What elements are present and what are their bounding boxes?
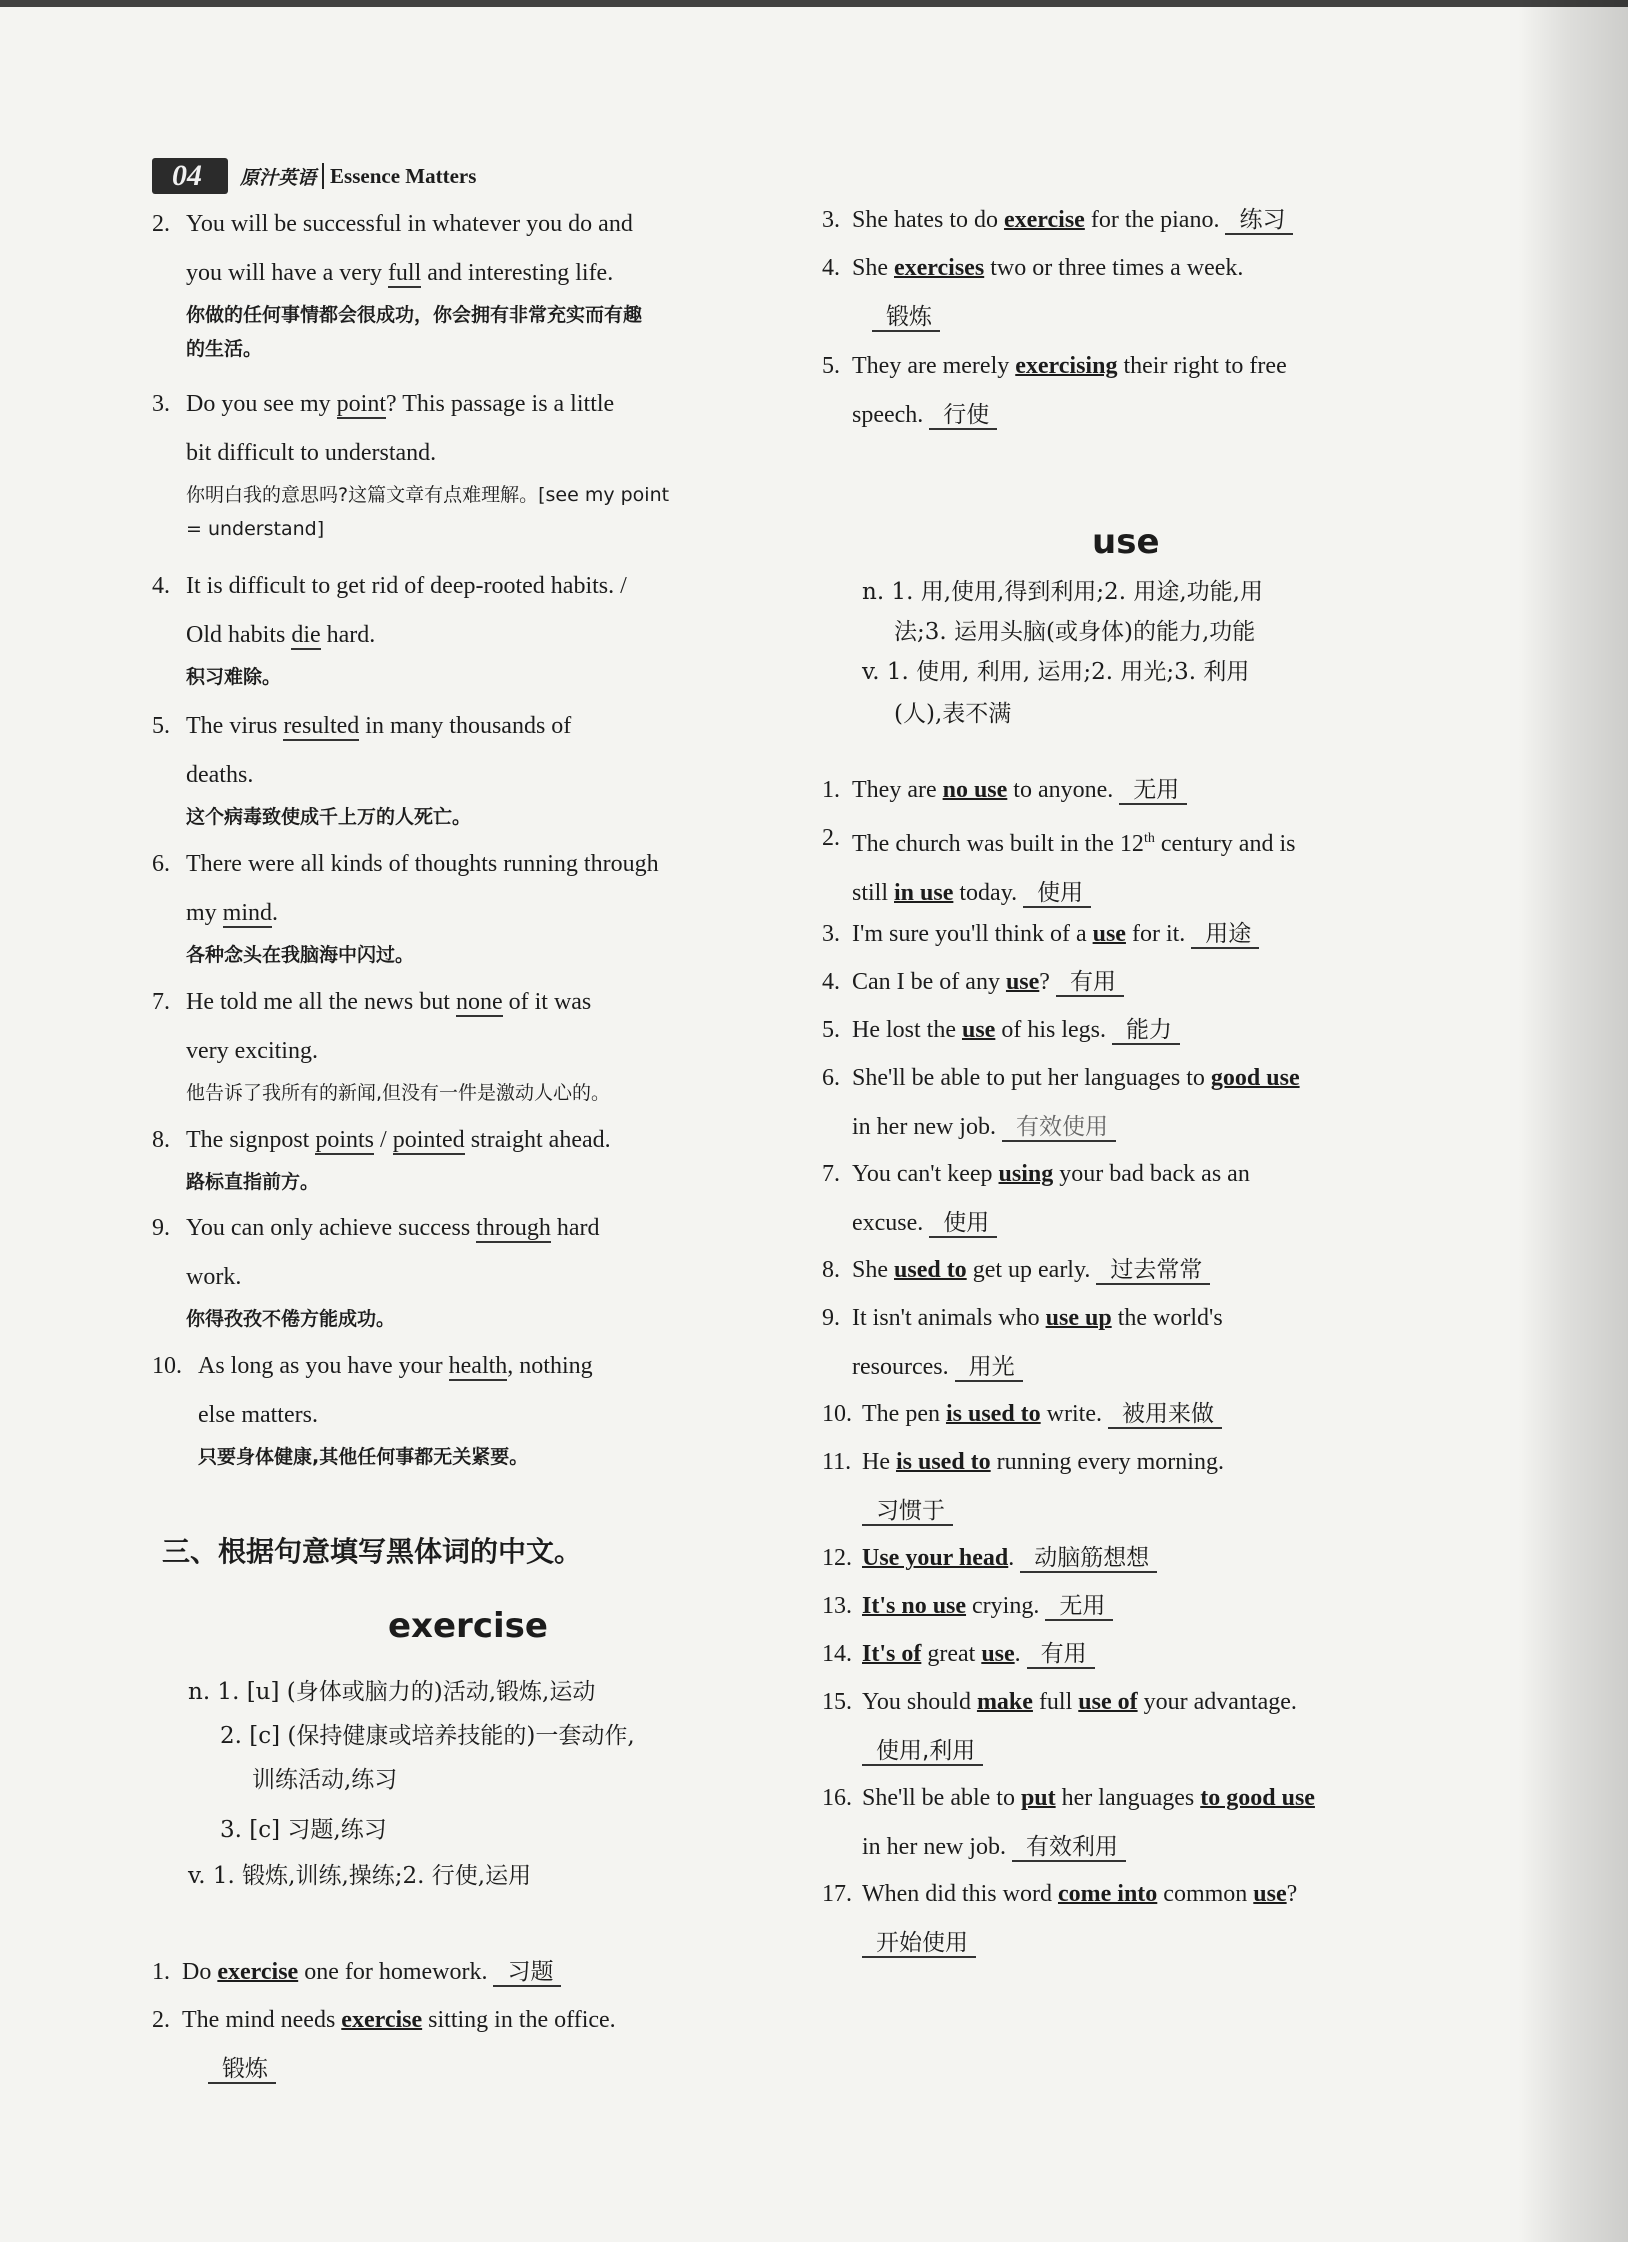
scan-binding-shadow — [1518, 0, 1628, 2242]
answer-gloss: 有用 — [1056, 969, 1124, 997]
key-term: use — [981, 1641, 1015, 1667]
sentence-item: 8. The signpost points / pointed straight ahead. 路标直指前方。 — [152, 1127, 611, 1193]
answer-gloss: 用光 — [955, 1354, 1023, 1382]
definition-line: (人),表不满 — [894, 701, 1012, 727]
exercise-item: 4. She exercises two or three times a week. 锻炼 — [822, 255, 1244, 330]
key-term: use up — [1045, 1305, 1112, 1331]
book-title-cn: 原汁英语 — [240, 167, 317, 189]
exercise-item: 5. He lost the use of his legs. 能力 — [822, 1006, 1462, 1055]
exercise-item: 5. They are merely exercising their right to free speech. 行使 — [822, 353, 1287, 428]
key-term: Use your head — [862, 1545, 1009, 1571]
answer-gloss: 开始使用 — [862, 1930, 976, 1958]
exercise-item: 17. When did this word come into common use? 开始使用 — [822, 1881, 1298, 1956]
answer-gloss: 能力 — [1112, 1017, 1180, 1045]
headword-use: use — [1092, 522, 1160, 562]
header-divider — [322, 163, 324, 189]
answer-blank: resulted — [283, 713, 360, 739]
exercise-item: 4. Can I be of any use? 有用 — [822, 958, 1462, 1007]
scan-top-edge — [0, 0, 1628, 7]
answer-gloss: 使用,利用 — [862, 1738, 983, 1766]
key-term: used to — [894, 1257, 967, 1283]
answer-blank: die — [291, 622, 321, 648]
answer-gloss: 被用来做 — [1108, 1401, 1222, 1429]
sentence-item: 7. He told me all the news but none of it was very exciting. 他告诉了我所有的新闻,但没有一件是激动人心的。 — [152, 989, 611, 1104]
answer-gloss: 使用 — [929, 1210, 997, 1238]
key-term: It's no use — [862, 1593, 967, 1619]
exercise-item: 8. She used to get up early. 过去常常 — [822, 1246, 1462, 1295]
exercise-item: 12. Use your head. 动脑筋想想 — [822, 1534, 1462, 1583]
exercise-item: 3. She hates to do exercise for the piano. 练习 — [822, 196, 1462, 245]
exercise-item: 6. She'll be able to put her languages to good use in her new job. 有效使用 — [822, 1065, 1300, 1140]
headword-exercise: exercise — [388, 1606, 548, 1646]
key-term: put — [1020, 1785, 1056, 1811]
answer-gloss: 行使 — [929, 402, 997, 430]
exercise-item: 1. They are no use to anyone. 无用 — [822, 766, 1462, 815]
key-term: using — [998, 1161, 1054, 1187]
key-term: use — [1253, 1881, 1287, 1907]
answer-blank: none — [455, 989, 503, 1015]
key-term: exercise — [1003, 207, 1085, 233]
key-term: use of — [1078, 1689, 1138, 1715]
answer-blank: points — [315, 1127, 375, 1153]
key-term: good use — [1210, 1065, 1300, 1091]
exercise-item: 2. The church was built in the 12th century and is still in use today. 使用 — [822, 825, 1296, 906]
key-term: exercising — [1015, 353, 1118, 379]
key-term: come into — [1057, 1881, 1158, 1907]
key-term: make — [976, 1689, 1033, 1715]
answer-gloss: 使用 — [1023, 880, 1091, 908]
answer-gloss: 练习 — [1225, 207, 1293, 235]
answer-gloss: 动脑筋想想 — [1020, 1545, 1157, 1573]
definition-line: v. 1. 锻炼,训练,操练;2. 行使,运用 — [188, 1863, 532, 1889]
answer-blank: through — [476, 1215, 551, 1241]
sentence-item: 6. There were all kinds of thoughts running through my mind. 各种念头在我脑海中闪过。 — [152, 851, 659, 966]
answer-gloss: 用途 — [1191, 921, 1259, 949]
answer-blank: point — [336, 391, 386, 417]
key-term: exercise — [217, 1959, 299, 1985]
answer-gloss: 无用 — [1045, 1593, 1113, 1621]
answer-gloss: 过去常常 — [1096, 1257, 1210, 1285]
exercise-item: 13. It's no use crying. 无用 — [822, 1582, 1462, 1631]
answer-blank: full — [387, 260, 422, 286]
page-number-badge: 04 — [152, 158, 228, 194]
exercise-item: 15. You should make full use of your advantage. 使用,利用 — [822, 1689, 1297, 1764]
key-term: no use — [942, 777, 1008, 803]
definition-line: 法;3. 运用头脑(或身体)的能力,功能 — [894, 619, 1256, 645]
answer-gloss: 习题 — [493, 1959, 561, 1987]
answer-blank: pointed — [392, 1127, 465, 1153]
exercise-item: 16. She'll be able to put her languages to good use in her new job. 有效利用 — [822, 1785, 1315, 1860]
key-term: exercise — [341, 2007, 423, 2033]
sentence-item: 2. You will be successful in whatever you do and you will have a very full and interesting life. 你做的任何事情都会很成功，你会拥有非常充实而有趣 的生活。 — [152, 211, 643, 360]
section-heading: 三、根据句意填写黑体词的中文。 — [162, 1535, 583, 1568]
key-term: use — [961, 1017, 996, 1043]
answer-gloss: 习惯于 — [862, 1498, 953, 1526]
sentence-item: 5. The virus resulted in many thousands of deaths. 这个病毒致使成千上万的人死亡。 — [152, 713, 572, 828]
definition-line: 2. [c] (保持健康或培养技能的)一套动作, — [220, 1723, 635, 1749]
exercise-item: 2. The mind needs exercise sitting in the office. 锻炼 — [152, 2007, 616, 2082]
key-term: in use — [894, 880, 954, 906]
key-term: exercises — [894, 255, 985, 281]
key-term: It's of — [862, 1641, 922, 1667]
exercise-item: 14. It's of great use. 有用 — [822, 1630, 1462, 1679]
exercise-item: 1. Do exercise one for homework. 习题 — [152, 1948, 772, 1997]
answer-gloss: 有效利用 — [1012, 1834, 1126, 1862]
answer-gloss: 锻炼 — [872, 304, 940, 332]
exercise-item: 9. It isn't animals who use up the world's resources. 用光 — [822, 1305, 1223, 1380]
sentence-item: 3. Do you see my point? This passage is a little bit difficult to understand. 你明白我的意思吗?这篇文章有点难理解。[see my point = understand] — [152, 391, 670, 540]
exercise-item: 3. I'm sure you'll think of a use for it. 用途 — [822, 910, 1462, 959]
sentence-item: 4. It is difficult to get rid of deep-rooted habits. / Old habits die hard. 积习难除。 — [152, 573, 627, 688]
exercise-item: 7. You can't keep using your bad back as an excuse. 使用 — [822, 1161, 1250, 1236]
key-term: is used to — [895, 1449, 991, 1475]
key-term: to good use — [1200, 1785, 1315, 1811]
definition-line: n. 1. 用,使用,得到利用;2. 用途,功能,用 — [862, 579, 1263, 605]
key-term: use — [1092, 921, 1126, 947]
answer-blank: health — [448, 1353, 508, 1379]
definition-line: 3. [c] 习题,练习 — [220, 1817, 387, 1843]
answer-gloss: 有用 — [1027, 1641, 1095, 1669]
sentence-item: 10. As long as you have your health, nothing else matters. 只要身体健康,其他任何事都无关紧要。 — [152, 1353, 593, 1468]
definition-line: v. 1. 使用, 利用, 运用;2. 用光;3. 利用 — [862, 659, 1250, 685]
definition-line: 训练活动,练习 — [252, 1767, 398, 1793]
key-term: is used to — [945, 1401, 1041, 1427]
answer-blank: mind — [222, 900, 273, 926]
answer-gloss: 无用 — [1119, 777, 1187, 805]
exercise-item: 11. He is used to running every morning. 习惯于 — [822, 1449, 1224, 1524]
page-header — [152, 158, 476, 194]
key-term: use — [1005, 969, 1040, 995]
book-title-en: Essence Matters — [330, 163, 477, 188]
exercise-item: 10. The pen is used to write. 被用来做 — [822, 1390, 1462, 1439]
definition-line: n. 1. [u] (身体或脑力的)活动,锻炼,运动 — [188, 1679, 596, 1705]
answer-gloss: 有效使用 — [1002, 1114, 1116, 1142]
sentence-item: 9. You can only achieve success through hard work. 你得孜孜不倦方能成功。 — [152, 1215, 600, 1330]
answer-gloss: 锻炼 — [208, 2056, 276, 2084]
